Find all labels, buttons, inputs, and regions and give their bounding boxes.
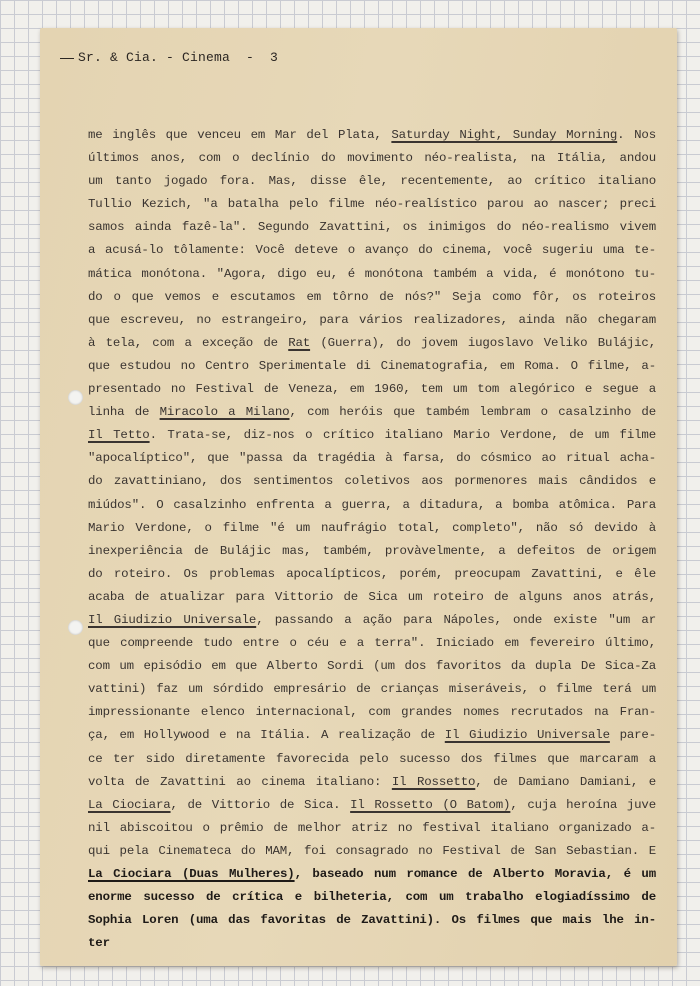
text-line bbox=[88, 355, 656, 378]
text-run: linha de bbox=[88, 405, 160, 420]
body-text bbox=[88, 124, 656, 955]
text-line bbox=[88, 632, 656, 655]
text-line bbox=[88, 517, 656, 540]
text-run: pare- bbox=[609, 728, 656, 743]
text-line bbox=[88, 424, 656, 447]
text-run: me inglês que venceu em Mar del Plata, bbox=[88, 128, 392, 142]
text-run: Mario Verdone, o filme "é um naufrágio total, completo", não só devido à bbox=[88, 520, 656, 535]
text-line bbox=[88, 886, 656, 909]
text-line bbox=[88, 771, 656, 794]
text-line bbox=[88, 817, 656, 840]
text-line bbox=[88, 655, 656, 678]
text-line bbox=[88, 216, 656, 239]
text-run: um tanto jogado fora. Mas, disse êle, recentemente, ao crítico italiano bbox=[88, 174, 656, 189]
underlined-title: Il Rossetto bbox=[391, 774, 476, 789]
text-run: impressionante elenco internacional, com grandes nomes recrutados na Fran- bbox=[88, 705, 656, 720]
text-run: ce ter sido diretamente favorecida pelo sucesso dos filmes que marcaram a bbox=[88, 751, 656, 766]
text-line bbox=[88, 263, 656, 286]
text-line bbox=[88, 401, 656, 424]
text-line bbox=[88, 124, 656, 147]
text-run: miúdos". O casalzinho enfrenta a guerra, a ditadura, a bomba atômica. Para bbox=[88, 497, 656, 512]
text-run: ter bbox=[88, 936, 110, 951]
punch-hole bbox=[68, 390, 83, 405]
text-line bbox=[88, 678, 656, 701]
text-line bbox=[88, 609, 656, 632]
text-line bbox=[88, 840, 656, 863]
text-run: , com heróis que também lembram o casalzinho de bbox=[289, 405, 656, 420]
text-run: . Trata-se, diz-nos o crítico italiano Mario Verdone, de um filme bbox=[149, 428, 656, 443]
text-line bbox=[88, 724, 656, 747]
text-run: com um episódio em que Alberto Sordi (um dos favoritos da dupla De Sica-Za bbox=[88, 659, 656, 674]
text-run: inexperiência de Bulájic mas, também, provàvelmente, a defeitos de origem bbox=[88, 543, 656, 558]
text-line bbox=[88, 863, 656, 886]
text-run: volta de Zavattini ao cinema italiano: bbox=[88, 774, 392, 789]
underlined-title: Il Rossetto (O Batom) bbox=[350, 797, 511, 812]
text-run: que compreende tudo entre o céu e a terra". Iniciado em fevereiro último, bbox=[88, 636, 656, 651]
underlined-title: La Ciociara bbox=[88, 797, 171, 812]
text-run: nil abiscoitou o prêmio de melhor atriz no festival italiano organizado a- bbox=[88, 820, 656, 835]
text-run: Sophia Loren (uma das favoritas de Zavattini). Os filmes que mais lhe in- bbox=[88, 913, 656, 928]
header-text: Sr. & Cia. - Cinema - 3 bbox=[78, 50, 279, 65]
typewritten-page bbox=[40, 28, 677, 966]
text-line bbox=[88, 147, 656, 170]
text-run: Tullio Kezich, "a batalha pelo filme néo-realístico parou ao nascer; preci bbox=[88, 197, 656, 212]
punch-hole bbox=[68, 620, 83, 635]
text-line bbox=[88, 378, 656, 401]
text-line bbox=[88, 193, 656, 216]
underlined-title: Il Giudizio Universale bbox=[88, 612, 257, 627]
text-run: últimos anos, com o declínio do movimento néo-realista, na Itália, andou bbox=[88, 151, 656, 166]
underlined-title: Rat bbox=[288, 335, 311, 350]
text-run: acaba de atualizar para Vittorio de Sica um roteiro de alguns anos atrás, bbox=[88, 589, 656, 604]
text-line bbox=[88, 540, 656, 563]
text-line bbox=[88, 748, 656, 771]
page-header bbox=[60, 50, 278, 65]
text-run: do zavattiniano, dos sentimentos coletivos aos pormenores mais cândidos e bbox=[88, 474, 656, 489]
text-line bbox=[88, 239, 656, 262]
text-run: que estudou no Centro Sperimentale di Cinematografia, em Roma. O filme, a- bbox=[88, 358, 656, 373]
text-run: presentado no Festival de Veneza, em 1960, tem um tom alegórico e segue a bbox=[88, 382, 656, 397]
text-line bbox=[88, 170, 656, 193]
text-run: , baseado num romance de Alberto Moravia, é um bbox=[294, 867, 656, 881]
text-line bbox=[88, 309, 656, 332]
text-run: que escreveu, no estrangeiro, para vários realizadores, ainda não chegaram bbox=[88, 312, 656, 327]
text-run: vattini) faz um sórdido empresário de crianças miseráveis, o filme terá um bbox=[88, 682, 656, 697]
text-run: samos ainda fazê-la". Segundo Zavattini, os inimigos do néo-realismo vivem bbox=[88, 220, 656, 235]
text-run: ça, em Hollywood e na Itália. A realização de bbox=[88, 728, 445, 743]
header-dash bbox=[60, 58, 74, 59]
text-run: à tela, com a exceção de bbox=[88, 335, 289, 350]
text-run: a acusá-lo tôlamente: Você deteve o avanço do cinema, você sugeriu uma te- bbox=[88, 243, 656, 258]
text-line bbox=[88, 332, 656, 355]
text-run: , de Vittorio de Sica. bbox=[170, 797, 351, 812]
text-line bbox=[88, 794, 656, 817]
text-line bbox=[88, 932, 656, 955]
underlined-title: La Ciociara (Duas Mulheres) bbox=[88, 867, 295, 881]
text-run: . Nos bbox=[617, 128, 656, 142]
text-line bbox=[88, 563, 656, 586]
text-run: mática monótona. "Agora, digo eu, é monótona também a vida, é monótono tu- bbox=[88, 266, 656, 281]
text-line bbox=[88, 286, 656, 309]
underlined-title: Saturday Night, Sunday Morning bbox=[391, 128, 618, 142]
text-line bbox=[88, 447, 656, 470]
text-line bbox=[88, 470, 656, 493]
text-run: , passando a ação para Nápoles, onde existe "um ar bbox=[256, 612, 656, 627]
text-line bbox=[88, 909, 656, 932]
underlined-title: Il Tetto bbox=[88, 428, 150, 443]
underlined-title: Il Giudizio Universale bbox=[444, 728, 610, 743]
text-run: qui pela Cinemateca do MAM, foi consagrado no Festival de San Sebastian. E bbox=[88, 843, 656, 858]
text-line bbox=[88, 494, 656, 517]
text-run: do roteiro. Os problemas apocalípticos, porém, preocupam Zavattini, e êle bbox=[88, 566, 656, 581]
text-run: do o que vemos e escutamos em tôrno de nós?" Seja como fôr, os roteiros bbox=[88, 289, 656, 304]
text-line bbox=[88, 701, 656, 724]
underlined-title: Miracolo a Milano bbox=[159, 405, 290, 420]
text-run: , de Damiano Damiani, e bbox=[475, 774, 656, 789]
text-run: (Guerra), do jovem iugoslavo Veliko Bulájic, bbox=[310, 335, 656, 350]
text-run: enorme sucesso de crítica e bilheteria, com um trabalho elogiadíssimo de bbox=[88, 890, 656, 905]
text-run: , cuja heroína juve bbox=[510, 797, 656, 812]
text-line bbox=[88, 586, 656, 609]
text-run: "apocalíptico", que "passa da tragédia à farsa, do cósmico ao ritual acha- bbox=[88, 451, 656, 466]
